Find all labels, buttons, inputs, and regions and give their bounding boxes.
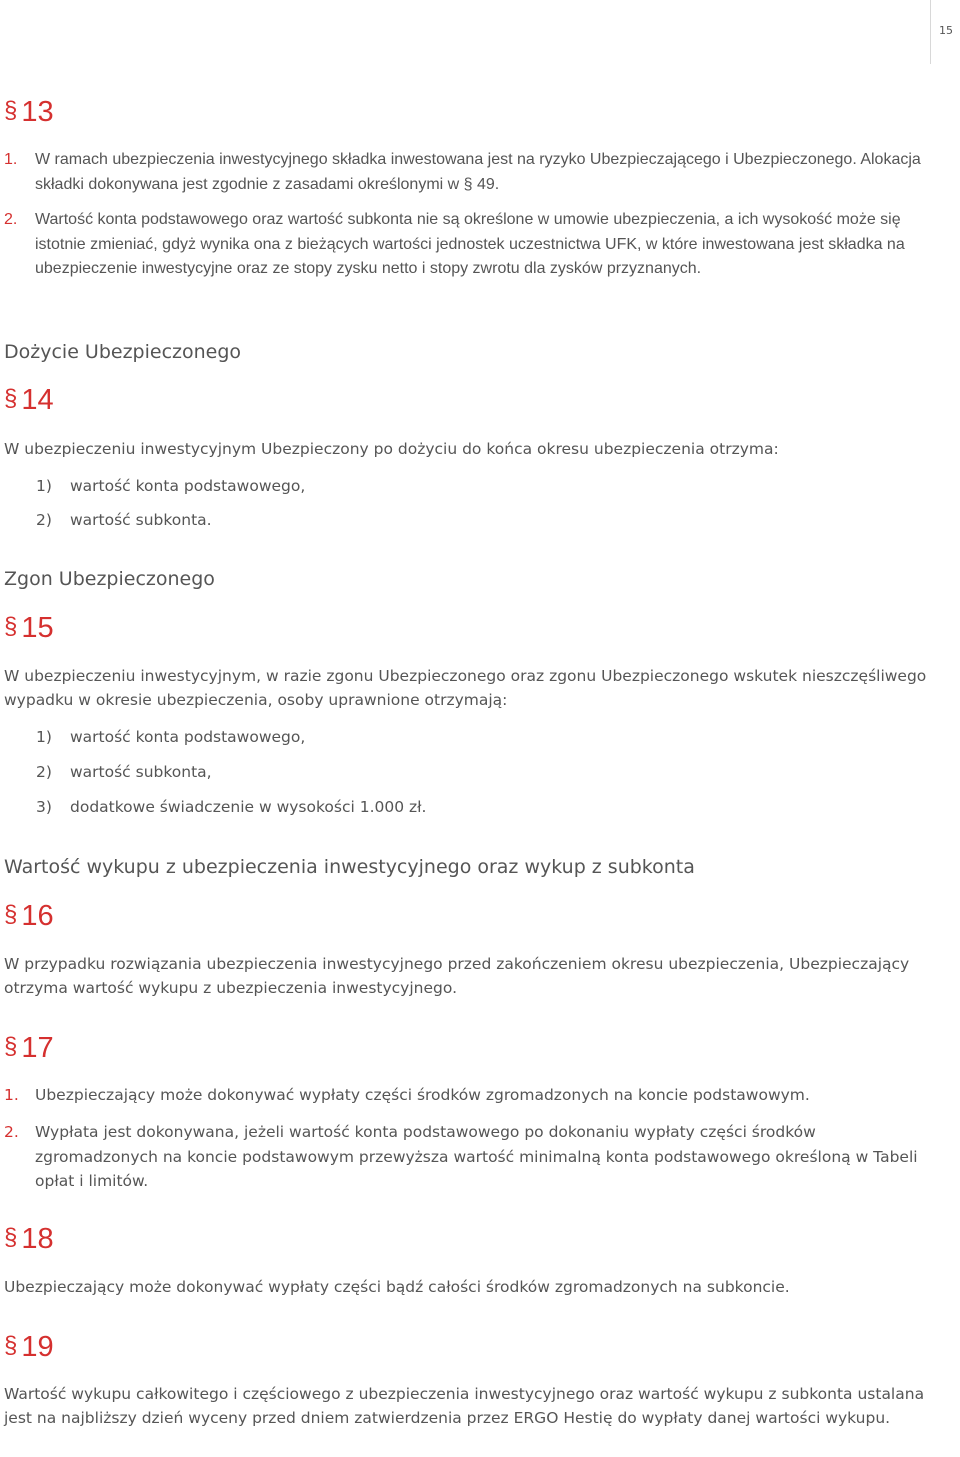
section-number: 16 [21,900,54,932]
list-number: 3) [36,798,52,816]
section-14-intro: W ubezpieczeniu inwestycyjnym Ubezpieczony po dożyciu do końca okresu ubezpieczenia otrzyma: [4,440,779,458]
item-text: Ubezpieczający może dokonywać wypłaty części środków zgromadzonych na koncie podstawowym. [35,1086,810,1104]
section-17-marker [4,1031,54,1064]
heading-wykup: Wartość wykupu z ubezpieczenia inwestycyjnego oraz wykup z subkonta [4,856,695,878]
section-number: 13 [21,96,54,128]
list-number: 2) [36,511,52,529]
list-text: wartość konta podstawowego, [70,477,306,495]
section-15-intro: W ubezpieczeniu inwestycyjnym, w razie zgonu Ubezpieczonego oraz zgonu Ubezpieczonego wskutek nieszczęśliwego wypadku w okresie ubezpieczenia, osoby uprawnione otrzymają: [4,667,927,709]
list-number: 1) [36,728,52,746]
list-text: dodatkowe świadczenie w wysokości 1.000 zł. [70,798,427,816]
item-text: Wypłata jest dokonywana, jeżeli wartość konta podstawowego po dokonaniu wypłaty części środków zgromadzonych na koncie podstawowym przewyższa wartość minimalną konta podstawowego określoną w Tabeli opłat i limitów. [35,1123,918,1190]
list-number: 2) [36,763,52,781]
section-14-list-item-1 [36,474,305,498]
section-number: 18 [21,1223,54,1255]
heading-zgon: Zgon Ubezpieczonego [4,568,215,590]
section-19-text: Wartość wykupu całkowitego i częściowego z ubezpieczenia inwestycyjnego oraz wartość wykupu z subkonta ustalana jest na najbliższy dzień wyceny przed dniem zatwierdzenia przez ERGO Hestię do wypłaty danej wartości wykupu. [4,1385,925,1427]
heading-dozycie: Dożycie Ubezpieczonego [4,341,242,363]
section-number: 14 [21,384,54,416]
section-14-marker [4,383,54,416]
section-18-text: Ubezpieczający może dokonywać wypłaty części bądź całości środków zgromadzonych na subkoncie. [4,1278,790,1296]
list-number: 1) [36,477,52,495]
item-number: 1. [4,151,18,168]
paragraph-sign: § [4,385,18,412]
item-number: 2. [4,211,18,228]
section-15-marker [4,611,54,644]
paragraph-sign: § [4,1332,18,1359]
section-18-marker [4,1222,54,1255]
section-number: 17 [21,1032,54,1064]
page-number-box [930,0,960,64]
paragraph-sign: § [4,1033,18,1060]
section-14-list-item-2 [36,508,212,532]
section-15-list-item-1 [36,725,305,749]
paragraph-sign: § [4,901,18,928]
list-text: wartość konta podstawowego, [70,728,306,746]
item-number: 1. [4,1086,19,1104]
paragraph-sign: § [4,97,18,124]
section-number: 15 [21,612,54,644]
section-13-marker [4,95,54,128]
section-16-marker [4,899,54,932]
section-15-list-item-2 [36,760,212,784]
section-number: 19 [21,1331,54,1363]
item-number: 2. [4,1123,19,1141]
paragraph-sign: § [4,1224,18,1251]
page-number: 15 [939,24,953,37]
item-text: W ramach ubezpieczenia inwestycyjnego składka inwestowana jest na ryzyko Ubezpieczającego i Ubezpieczonego. Alokacja składki dokonywana jest zgodnie z zasadami określonymi w § 49. [35,151,921,193]
section-13-item-2 [4,208,929,282]
section-16-text: W przypadku rozwiązania ubezpieczenia inwestycyjnego przed zakończeniem okresu ubezpieczenia, Ubezpieczający otrzyma wartość wykupu z ubezpieczenia inwestycyjnego. [4,955,910,997]
section-19-marker [4,1330,54,1363]
section-15-list-item-3 [36,795,427,819]
paragraph-sign: § [4,613,18,640]
list-text: wartość subkonta, [70,763,212,781]
section-17-item-1 [4,1083,929,1108]
section-17-item-2 [4,1120,929,1194]
item-text: Wartość konta podstawowego oraz wartość subkonta nie są określone w umowie ubezpieczenia, a ich wysokość może się istotnie zmieniać, gdyż wynika ona z bieżących wartości jednostek uczestnictwa UFK, w które inwestowana jest składka na ubezpieczenie inwestycyjne oraz ze stopy zysku netto i stopy zwrotu dla zysków przyznanych. [35,211,905,277]
list-text: wartość subkonta. [70,511,212,529]
section-13-item-1 [4,148,929,197]
